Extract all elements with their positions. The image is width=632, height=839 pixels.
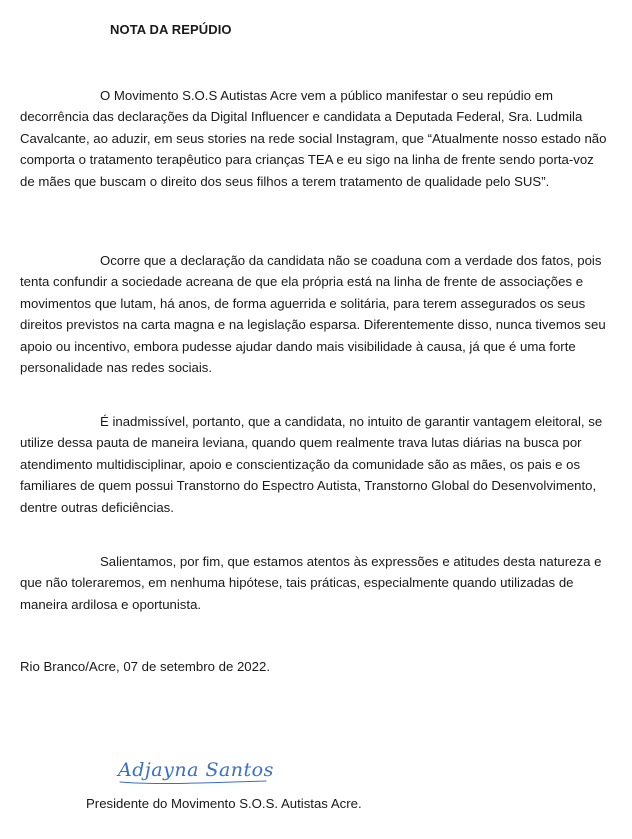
handwritten-signature xyxy=(116,752,286,788)
signer-title: Presidente do Movimento S.O.S. Autistas Acre. xyxy=(86,796,362,811)
paragraph-3: É inadmissível, portanto, que a candidata, no intuito de garantir vantagem eleitoral, se utilize dessa pauta de maneira leviana, quando quem realmente trava lutas diárias na busca por atendimento multidisciplinar, apoio e conscientização da comunidade são as mães, os pais e os familiares de quem possui Transtorno do Espectro Autista, Transtorno Global do Desenvolvimento, dentre outras deficiências. xyxy=(20,414,603,515)
paragraph-4: Salientamos, por fim, que estamos atentos às expressões e atitudes desta natureza e que não toleraremos, em nenhuma hipótese, tais práticas, especialmente quando utilizadas de maneira ardilosa e oportunista. xyxy=(20,554,602,612)
document-title: NOTA DA REPÚDIO xyxy=(110,22,232,37)
paragraph-1: O Movimento S.O.S Autistas Acre vem a público manifestar o seu repúdio em decorrência das declarações da Digital Influencer e candidata a Deputada Federal, Sra. Ludmila Cavalcante, ao aduzir, em seus stories na rede social Instagram, que “Atualmente nosso estado não comporta o tratamento terapêutico para crianças TEA e eu sigo na linha de frente sendo porta-voz de mães que buscam o direito dos seus filhos a terem tratamento de qualidade pelo SUS”. xyxy=(20,88,607,189)
place-and-date: Rio Branco/Acre, 07 de setembro de 2022. xyxy=(20,659,270,674)
svg-text:Adjayna Santos: Adjayna Santos xyxy=(118,759,274,781)
paragraph-2: Ocorre que a declaração da candidata não se coaduna com a verdade dos fatos, pois tenta confundir a sociedade acreana de que ela própria está na linha de frente de associações e movimentos que lutam, há anos, de forma aguerrida e solitária, para terem assegurados os seus direitos previstos na carta magna e na legislação esparsa. Diferentemente disso, nunca tivemos seu apoio ou incentivo, embora pudesse ajudar dando mais visibilidade à causa, já que é uma forte personalidade nas redes sociais. xyxy=(20,253,606,376)
